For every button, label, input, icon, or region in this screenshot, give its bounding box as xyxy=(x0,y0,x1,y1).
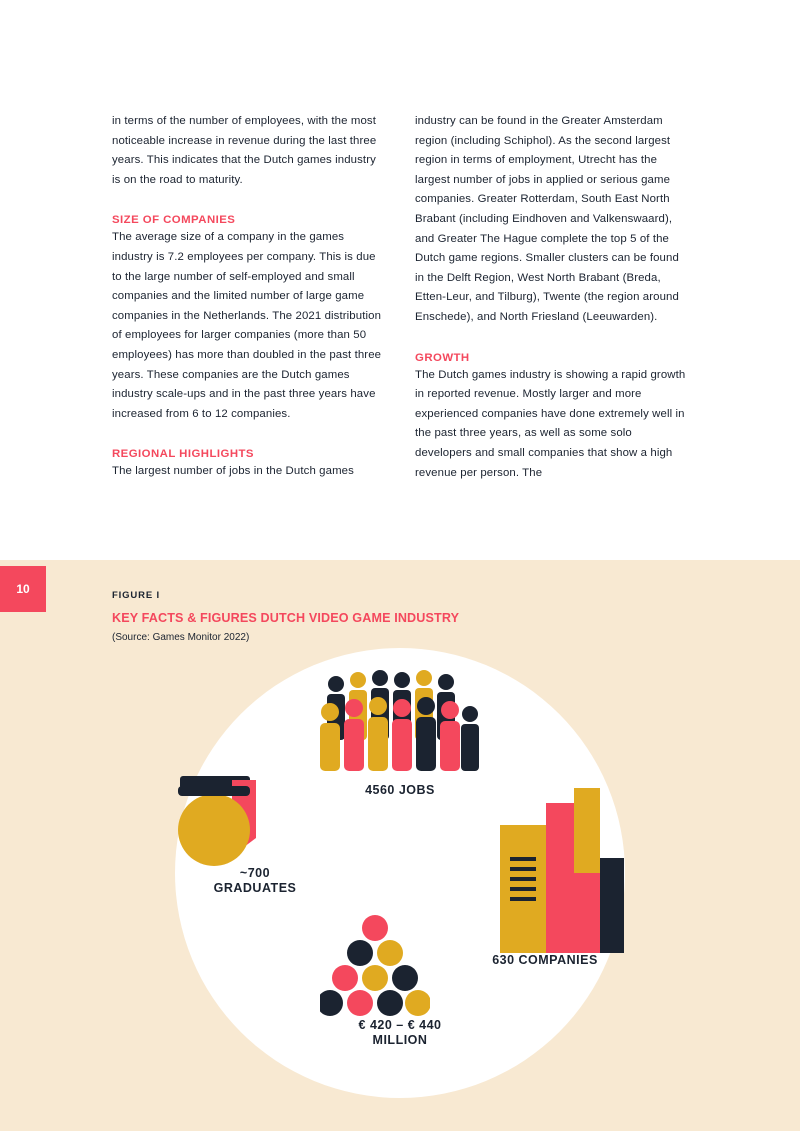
stat-jobs-label: 4560 JOBS xyxy=(365,783,435,797)
figure-label: FIGURE I xyxy=(112,590,161,601)
stat-graduates-line1: ~700 xyxy=(239,866,271,880)
figure-source: (Source: Games Monitor 2022) xyxy=(112,632,250,643)
page-number: 10 xyxy=(0,566,46,612)
left-column xyxy=(112,112,385,483)
stat-graduates-line2: GRADUATES xyxy=(213,881,297,895)
stat-graduates-label xyxy=(155,866,355,896)
buildings-bar-icon xyxy=(490,783,635,953)
paragraph: industry can be found in the Greater Amsterdam region (including Schiphol). As the second largest region in terms of employment, Utrecht has the largest number of jobs in applied or serious game companies. Greater Rotterdam, South East North Brabant (including Eindhoven and Valkenswaard), and Greater The Hague complete the top 5 of the Dutch game regions. Smaller clusters can be found in the Delft Region, West North Brabant (Breda, Etten-Leur, and Tilburg), Twente (the region around Enschede), and North Friesland (Leeuwarden). xyxy=(415,115,679,323)
body-columns xyxy=(112,112,688,483)
infographic xyxy=(175,648,625,1098)
paragraph: The average size of a company in the games industry is 7.2 employees per company. This is due to the large number of self-employed and small companies and the limited number of large game companies in the Netherlands. The 2021 distribution of employees for larger companies (more than 50 employees) has more than doubled in the past three years. These companies are the Dutch games industry scale-ups and in the past three years have increased from 6 to 12 companies. xyxy=(112,231,382,420)
section-heading-growth: GROWTH xyxy=(415,351,470,364)
section-heading-size-of-companies: SIZE OF COMPANIES xyxy=(112,214,236,227)
right-column xyxy=(415,112,688,483)
stat-companies-label: 630 COMPANIES xyxy=(492,953,598,967)
stat-revenue-label xyxy=(255,1018,545,1048)
figure-title: KEY FACTS & FIGURES DUTCH VIDEO GAME INDUSTRY xyxy=(112,611,460,625)
paragraph: in terms of the number of employees, with the most noticeable increase in revenue during the last three years. This indicates that the Dutch games industry is on the road to maturity. xyxy=(112,115,377,186)
stat-revenue-line2: MILLION xyxy=(372,1033,428,1047)
paragraph: The Dutch games industry is showing a rapid growth in reported revenue. Mostly larger and more experienced companies have done extremely well in the past three years, as well as some solo developers and small companies that show a high revenue per person. The xyxy=(415,368,686,479)
coin-stack-pyramid-icon xyxy=(320,913,430,1023)
people-group-icon xyxy=(320,670,480,780)
section-heading-regional-highlights: REGIONAL HIGHLIGHTS xyxy=(112,448,254,461)
stat-revenue-line1: € 420 – € 440 xyxy=(358,1018,442,1032)
paragraph: The largest number of jobs in the Dutch games xyxy=(112,465,354,478)
